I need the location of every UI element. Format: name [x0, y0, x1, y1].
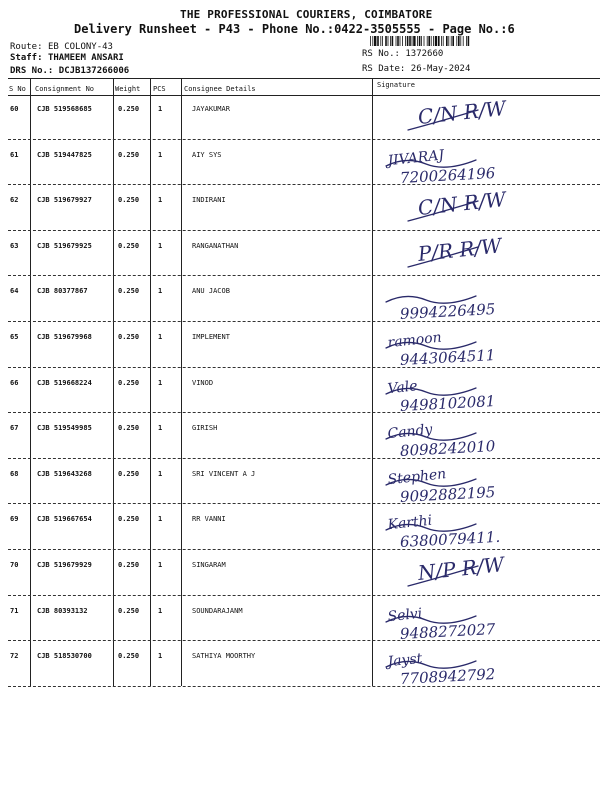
signature-name: Selvi — [386, 605, 424, 625]
barcode-bar — [421, 36, 422, 46]
barcode-bar — [385, 36, 387, 46]
cell-pcs: 1 — [158, 333, 163, 341]
col-header-consignee: Consignee Details — [184, 85, 256, 93]
row-divider — [8, 275, 600, 276]
cell-weight: 0.250 — [118, 241, 140, 250]
staff-label: Staff: — [10, 53, 43, 63]
row-divider — [8, 640, 600, 641]
signature-name: C/N R/W — [416, 95, 508, 130]
barcode-image — [370, 36, 470, 46]
company-title: THE PROFESSIONAL COURIERS, COIMBATORE — [180, 8, 433, 21]
route-label: Route: — [10, 42, 43, 52]
cell-consignment: CJB 519668224 — [37, 378, 92, 387]
row-divider — [8, 503, 600, 504]
staff-line — [10, 53, 124, 63]
signature-image — [378, 415, 598, 459]
signature-name: C/N R/W — [416, 187, 508, 221]
cell-sno: 63 — [10, 241, 19, 250]
signature-image — [378, 187, 598, 231]
cell-consignee: VINOD — [192, 378, 214, 387]
col-header-weight: Weight — [115, 85, 141, 93]
cell-sno: 67 — [10, 424, 19, 433]
cell-sno: 62 — [10, 196, 19, 205]
cell-pcs: 1 — [158, 469, 163, 478]
signature-image — [378, 643, 598, 687]
cell-sno: 70 — [10, 561, 19, 569]
rs-no-value: 1372660 — [405, 49, 444, 59]
barcode-bar — [374, 36, 376, 46]
cell-consignee: ANU JACOB — [192, 287, 230, 296]
row-divider — [8, 549, 600, 550]
cell-consignee: GIRISH — [192, 424, 218, 433]
barcode-bar — [396, 36, 397, 46]
row-divider — [8, 595, 600, 596]
col-header-sno: S No — [9, 85, 26, 93]
barcode-bar — [431, 36, 432, 46]
rs-no-label: RS No.: — [362, 49, 400, 59]
cell-consignment: CJB 519679929 — [37, 561, 92, 569]
signature-name: Jayst — [386, 650, 423, 671]
signature-name: Karthi — [386, 513, 433, 534]
cell-sno: 65 — [10, 333, 19, 341]
row-divider — [8, 412, 600, 413]
cell-consignee: RR VANNI — [192, 515, 226, 524]
barcode-bar — [427, 36, 428, 46]
barcode-bar — [463, 36, 464, 46]
cell-weight: 0.250 — [118, 606, 140, 615]
col-header-consignment: Consignment No — [35, 85, 95, 93]
signature-phone: 6380079411. — [399, 528, 501, 552]
col-header-signature: Signature — [377, 81, 415, 89]
cell-pcs: 1 — [158, 287, 163, 296]
cell-weight: 0.250 — [118, 196, 140, 205]
cell-sno: 71 — [10, 606, 19, 615]
cell-consignment: CJB 519679968 — [37, 333, 92, 341]
rs-no — [362, 49, 443, 59]
row-divider — [8, 184, 600, 185]
barcode-bar — [392, 36, 394, 46]
signature-image — [378, 506, 598, 550]
signature-image — [378, 96, 598, 140]
barcode-bar — [448, 36, 449, 46]
signature-image — [378, 142, 598, 186]
barcode-bar — [380, 36, 381, 46]
cell-weight: 0.250 — [118, 378, 140, 387]
cell-consignment: CJB 518530700 — [37, 652, 92, 661]
barcode-bar — [377, 36, 379, 46]
cell-pcs: 1 — [158, 105, 163, 113]
barcode-bar — [451, 36, 452, 46]
barcode-bar — [402, 36, 403, 46]
cell-weight: 0.250 — [118, 424, 140, 433]
barcode-bar — [456, 36, 457, 46]
signature-image — [378, 461, 598, 505]
cell-consignment: CJB 519679925 — [37, 241, 92, 250]
cell-weight: 0.250 — [118, 469, 140, 478]
signature-phone: 9994226495 — [399, 300, 496, 324]
barcode-bar — [435, 36, 437, 46]
cell-weight: 0.250 — [118, 105, 140, 113]
rs-date-label: RS Date: — [362, 64, 406, 74]
cell-consignee: AIY SYS — [192, 150, 222, 159]
cell-weight: 0.250 — [118, 515, 140, 524]
cell-pcs: 1 — [158, 196, 163, 205]
signature-phone: 7708942792 — [399, 665, 496, 689]
barcode-bar — [407, 36, 409, 46]
cell-consignee: JAYAKUMAR — [192, 105, 230, 113]
barcode-bar — [466, 36, 467, 46]
signature-phone: 9488272027 — [399, 619, 496, 643]
cell-consignee: INDIRANI — [192, 196, 226, 205]
cell-pcs: 1 — [158, 652, 163, 661]
barcode-bar — [443, 36, 444, 46]
cell-consignment: CJB 80393132 — [37, 606, 88, 615]
signature-image — [378, 552, 598, 596]
cell-consignee: IMPLEMENT — [192, 333, 230, 341]
cell-pcs: 1 — [158, 561, 163, 569]
row-divider — [8, 367, 600, 368]
cell-sno: 69 — [10, 515, 19, 524]
cell-consignment: CJB 519568685 — [37, 105, 92, 113]
barcode-bar — [419, 36, 421, 46]
cell-consignee: SOUNDARAJANM — [192, 606, 243, 615]
col-header-pcs: PCS — [153, 85, 166, 93]
signature-image — [378, 598, 598, 642]
cell-weight: 0.250 — [118, 561, 140, 569]
signature-phone: 9092882195 — [399, 482, 496, 506]
barcode-bar — [382, 36, 383, 46]
cell-pcs: 1 — [158, 515, 163, 524]
cell-weight: 0.250 — [118, 333, 140, 341]
barcode-bar — [372, 36, 373, 46]
signature-phone: 9443064511 — [399, 346, 496, 370]
cell-consignment: CJB 519643268 — [37, 469, 92, 478]
signature-name: ramoon — [386, 329, 443, 352]
signature-phone: 9498102081 — [399, 391, 496, 415]
barcode-bar — [388, 36, 389, 46]
route-value: EB COLONY-43 — [47, 42, 113, 52]
cell-weight: 0.250 — [118, 150, 140, 159]
cell-consignment: CJB 519549985 — [37, 424, 92, 433]
cell-consignment: CJB 519447825 — [37, 150, 92, 159]
drs-value: DCJB137266006 — [58, 66, 130, 76]
staff-value: THAMEEM ANSARI — [47, 53, 124, 63]
cell-sno: 60 — [10, 105, 19, 113]
rs-date-value: 26-May-2024 — [410, 64, 471, 74]
signature-name: P/R R/W — [416, 233, 503, 266]
cell-pcs: 1 — [158, 241, 163, 250]
barcode-bar — [424, 36, 425, 46]
barcode-bar — [417, 36, 418, 46]
signature-name: N/P R/W — [416, 552, 506, 586]
barcode-bar — [405, 36, 406, 46]
cell-consignment: CJB 519679927 — [37, 196, 92, 205]
cell-sno: 72 — [10, 652, 19, 661]
barcode-bar — [400, 36, 401, 46]
cell-pcs: 1 — [158, 606, 163, 615]
cell-consignment: CJB 519667654 — [37, 515, 92, 524]
barcode-bar — [409, 36, 411, 46]
signature-image — [378, 324, 598, 368]
signature-name: Vale — [386, 377, 419, 397]
cell-consignee: SATHIYA MOORTHY — [192, 652, 256, 661]
cell-weight: 0.250 — [118, 287, 140, 296]
signature-image — [378, 370, 598, 414]
row-divider — [8, 139, 600, 140]
cell-consignee: RANGANATHAN — [192, 241, 239, 250]
route-line — [10, 42, 113, 52]
barcode-bar — [397, 36, 399, 46]
barcode-bar — [433, 36, 434, 46]
barcode-bar — [446, 36, 448, 46]
row-divider — [8, 686, 600, 687]
signature-image — [378, 233, 598, 277]
barcode-bar — [458, 36, 460, 46]
cell-consignee: SRI VINCENT A J — [192, 469, 256, 478]
cell-weight: 0.250 — [118, 652, 140, 661]
cell-pcs: 1 — [158, 424, 163, 433]
cell-pcs: 1 — [158, 378, 163, 387]
barcode-bar — [468, 36, 470, 46]
cell-sno: 61 — [10, 150, 19, 159]
cell-sno: 68 — [10, 469, 19, 478]
barcode-bar — [412, 36, 413, 46]
row-divider — [8, 458, 600, 459]
barcode-bar — [452, 36, 454, 46]
signature-phone: 8098242010 — [399, 437, 496, 461]
cell-sno: 64 — [10, 287, 19, 296]
cell-consignment: CJB 80377867 — [37, 287, 88, 296]
row-divider — [8, 321, 600, 322]
barcode-bar — [413, 36, 415, 46]
row-divider — [8, 230, 600, 231]
barcode-bar — [370, 36, 371, 46]
signature-name: JIVARAJ — [386, 146, 445, 169]
runsheet-title: Delivery Runsheet - P43 - Phone No.:0422-3505555 - Page No.:6 — [74, 22, 515, 36]
cell-sno: 66 — [10, 378, 19, 387]
barcode-bar — [460, 36, 461, 46]
barcode-bar — [428, 36, 430, 46]
signature-phone: 7200264196 — [399, 163, 496, 187]
rs-date — [362, 64, 470, 74]
signature-image — [378, 278, 598, 322]
table-top-border — [8, 78, 600, 79]
signature-name: Stephen — [386, 465, 447, 489]
barcode-bar — [438, 36, 440, 46]
barcode-bar — [441, 36, 442, 46]
drs-line — [10, 66, 129, 76]
signature-name: Candy — [386, 421, 434, 443]
cell-pcs: 1 — [158, 150, 163, 159]
drs-label: DRS No.: — [10, 66, 54, 76]
barcode-bar — [390, 36, 391, 46]
cell-consignee: SINGARAM — [192, 561, 226, 569]
